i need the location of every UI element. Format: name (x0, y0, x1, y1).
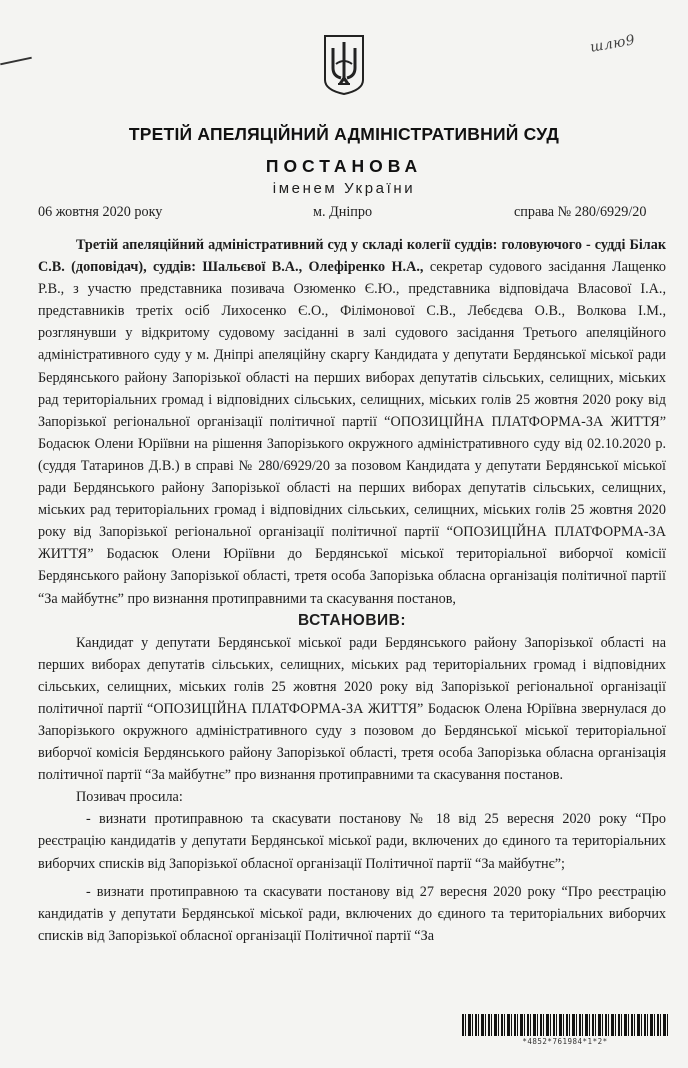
document-subtitle: іменем України (272, 180, 416, 197)
court-name: ТРЕТІЙ АПЕЛЯЦІЙНИЙ АДМІНІСТРАТИВНИЙ СУД (128, 124, 560, 144)
court-composition: Третій апеляційний адміністративний суд у складі колегії суддів: головуючого - судді Білак С.В. (доповідач), суддів: Шальєвої В.А., Олефіренко Н.А., (38, 237, 666, 276)
claim-item: - визнати протиправною та скасувати постанову № 18 від 25 вересня 2020 року “Про реєстрацію кандидатів у депутати Бердянської міської ради, включених до єдиного та територіальних виборчих списків від Запорізької обласної організації Політичної партії “За майбутнє”; (38, 811, 666, 872)
section-heading: ВСТАНОВИВ: (297, 611, 407, 629)
barcode-number: *4852*761984*1*2* (522, 1037, 608, 1046)
intro-paragraph (38, 234, 666, 610)
findings-paragraph: Кандидат у депутати Бердянської міської ради Бердянського району Запорізької області на перших виборах депутатів сільських, селищних, міських рад територіальних громад і відповідних сільських, селищних, міських голів 25 жовтня 2020 року від Запорізької регіональної організації політичної партії “ОПОЗИЦІЙНА ПЛАТФОРМА-ЗА ЖИТТЯ” Бодасюк Олена Юріївна звернулася до Запорізького окружного адміністративного суду з позовом до Бердянської міської територіальної виборчої комісія Бердянського району Запорізької області, третя особа Запорізька обласна організація політичної партії “За майбутнє” про визнання протиправними та скасування постанов. (38, 634, 666, 784)
pen-mark (0, 57, 32, 66)
barcode (462, 1014, 668, 1046)
barcode-bars (462, 1014, 668, 1036)
decision-date: 06 жовтня 2020 року (38, 204, 163, 220)
intro-text: секретар судового засідання Лащенко Р.В., з участю представника позивача Озюменко Є.Ю., представника відповідача Власової І.А., представників третіх осіб Лихосенко Є.О., Філімонової С.В., Лебєдєва О.В., Волкова І.М., розглянувши у відкритому судовому засіданні в залі судового засідання Третього апеляційного адміністративного суду у м. Дніпрі апеляційну скаргу Кандидата у депутати Бердянської міської ради Бердянського району Запорізької області на перших виборах депутатів сільських, селищних, міських рад територіальних громад і відповідних сільських, селищних, міських голів 25 жовтня 2020 року від Запорізької регіональної організації політичної партії “ОПОЗИЦІЙНА ПЛАТФОРМА-ЗА ЖИТТЯ” Бодасюк Олени Юріївни на рішення Запорізького окружного адміністративного суду від 02.10.2020 р. (суддя Татаринов Д.В.) в справі № 280/6929/20 за позовом Кандидата у депутати Бердянської міської ради Бердянського району Запорізької області на перших виборах депутатів сільських, селищних, міських рад територіальних громад і відповідних сільських, селищних, міських голів 25 жовтня 2020 року від Запорізької регіональної організації політичної партії “ОПОЗИЦІЙНА ПЛАТФОРМА-ЗА ЖИТТЯ” Бодасюк Олени Юріївни до Бердянської міської територіальної виборчої комісії Бердянського району Запорізької області, третя особа Запорізька обласна організація політичної партії “За майбутнє” про визнання протиправними та скасування постанов, (38, 259, 666, 607)
document-body (38, 234, 666, 947)
trident-emblem-icon (322, 34, 366, 96)
case-number: справа № 280/6929/20 (514, 204, 647, 220)
document-type: ПОСТАНОВА (265, 156, 423, 176)
handwritten-annotation: шлю9 (588, 32, 637, 56)
decision-city: м. Дніпро (313, 204, 373, 220)
claims-intro: Позивач просила: (76, 789, 183, 806)
claim-item: - визнати протиправною та скасувати постанову від 27 вересня 2020 року “Про реєстрацію кандидатів у депутати Бердянської міської ради, включених до єдиного та територіальних виборчих списків від Запорізької обласної організації Політичної партії “За (38, 883, 666, 944)
